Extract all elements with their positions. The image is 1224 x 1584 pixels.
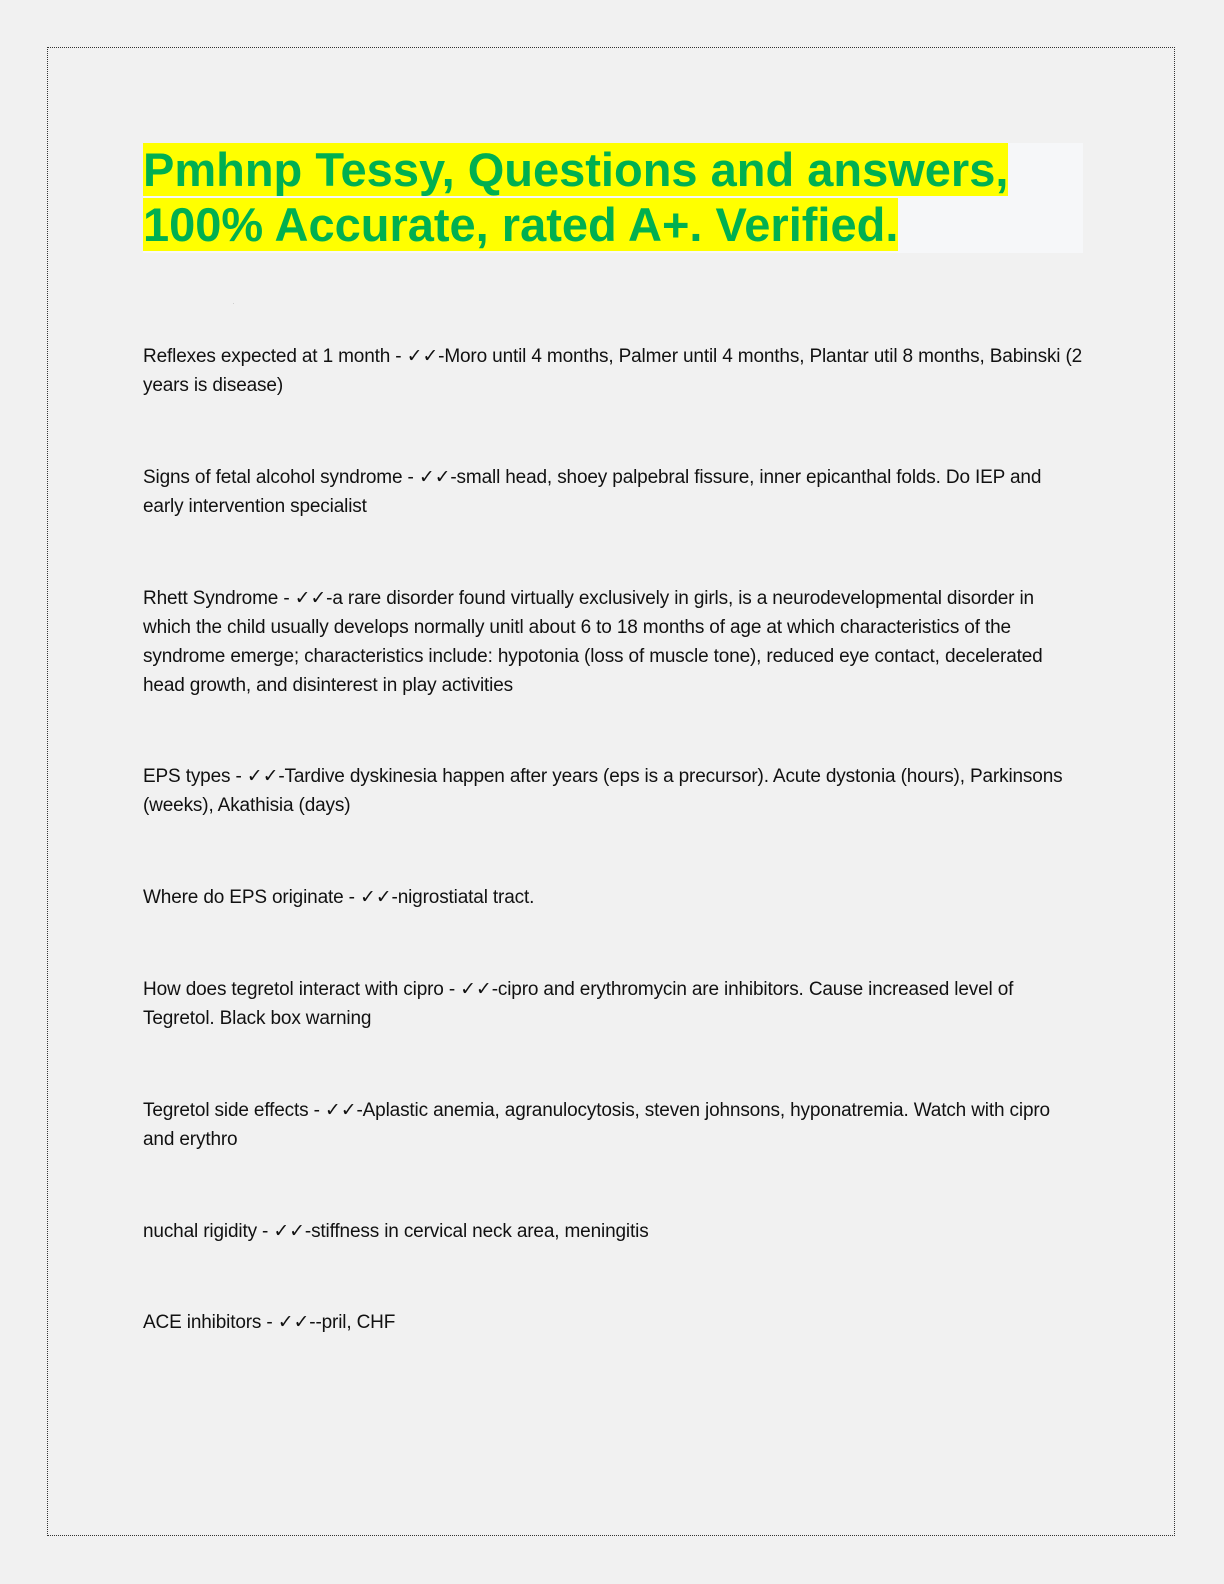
- question-text: How does tegretol interact with cipro -: [143, 979, 461, 1000]
- answer-text: --pril, CHF: [309, 1312, 396, 1333]
- document-title: [143, 142, 1043, 252]
- qa-entry-nuchal-rigidity: [143, 1217, 1083, 1246]
- answer-text: -nigrostiatal tract.: [391, 887, 535, 908]
- question-text: EPS types -: [143, 766, 247, 787]
- question-text: Where do EPS originate -: [143, 887, 360, 908]
- answer-text: -cipro and erythromycin are inhibitors. Cause increased level of Tegretol. Black box warning: [143, 979, 1014, 1029]
- answer-text: -a rare disorder found virtually exclusively in girls, is a neurodevelopmental disorder in which the child usually develops normally unitl about 6 to 18 months of age at which characteristics of the syndrome emerge; characteristics include: hypotonia (loss of muscle tone), reduced eye contact, decelerated head growth, and disinterest in play activities: [143, 588, 1043, 696]
- title-line-1: Pmhnp Tessy, Questions and answers,: [143, 143, 1009, 196]
- answer-text: -Moro until 4 months, Palmer until 4 months, Plantar util 8 months, Babinski (2 years is disease): [143, 346, 1083, 396]
- qa-entry-tegretol-cipro: [143, 975, 1083, 1033]
- question-text: Signs of fetal alcohol syndrome -: [143, 467, 419, 488]
- qa-entry-ace-inhibitors: [143, 1308, 1083, 1337]
- check-mark-icon: ✓✓: [359, 886, 392, 908]
- answer-text: -Tardive dyskinesia happen after years (eps is a precursor). Acute dystonia (hours), Parkinsons (weeks), Akathisia (days): [143, 766, 1063, 816]
- question-text: Tegretol side effects -: [143, 1100, 325, 1121]
- qa-entry-fetal-alcohol: [143, 463, 1083, 521]
- check-mark-icon: ✓✓: [273, 1220, 305, 1242]
- question-text: Reflexes expected at 1 month -: [143, 346, 407, 367]
- stray-mark: [233, 303, 234, 304]
- check-mark-icon: ✓✓: [460, 978, 492, 1000]
- check-mark-icon: ✓✓: [418, 466, 451, 488]
- answer-text: -Aplastic anemia, agranulocytosis, steven johnsons, hyponatremia. Watch with cipro and erythro: [143, 1100, 1050, 1150]
- question-text: Rhett Syndrome -: [143, 588, 295, 609]
- check-mark-icon: ✓✓: [324, 1099, 357, 1121]
- question-text: nuchal rigidity -: [143, 1221, 274, 1242]
- qa-entry-tegretol-side-effects: [143, 1096, 1083, 1154]
- check-mark-icon: ✓✓: [277, 1311, 310, 1333]
- check-mark-icon: ✓✓: [246, 765, 279, 787]
- question-text: ACE inhibitors -: [143, 1312, 278, 1333]
- answer-text: -stiffness in cervical neck area, meningitis: [304, 1221, 649, 1242]
- check-mark-icon: ✓✓: [294, 587, 327, 609]
- qa-entry-reflexes: [143, 342, 1083, 400]
- qa-entry-rhett: [143, 584, 1083, 700]
- title-line-2: 100% Accurate, rated A+. Verified.: [143, 198, 899, 251]
- qa-entry-eps-origin: [143, 883, 1083, 912]
- check-mark-icon: ✓✓: [406, 345, 439, 367]
- qa-entry-eps-types: [143, 762, 1083, 820]
- answer-text: -small head, shoey palpebral fissure, inner epicanthal folds. Do IEP and early intervention specialist: [143, 467, 1042, 517]
